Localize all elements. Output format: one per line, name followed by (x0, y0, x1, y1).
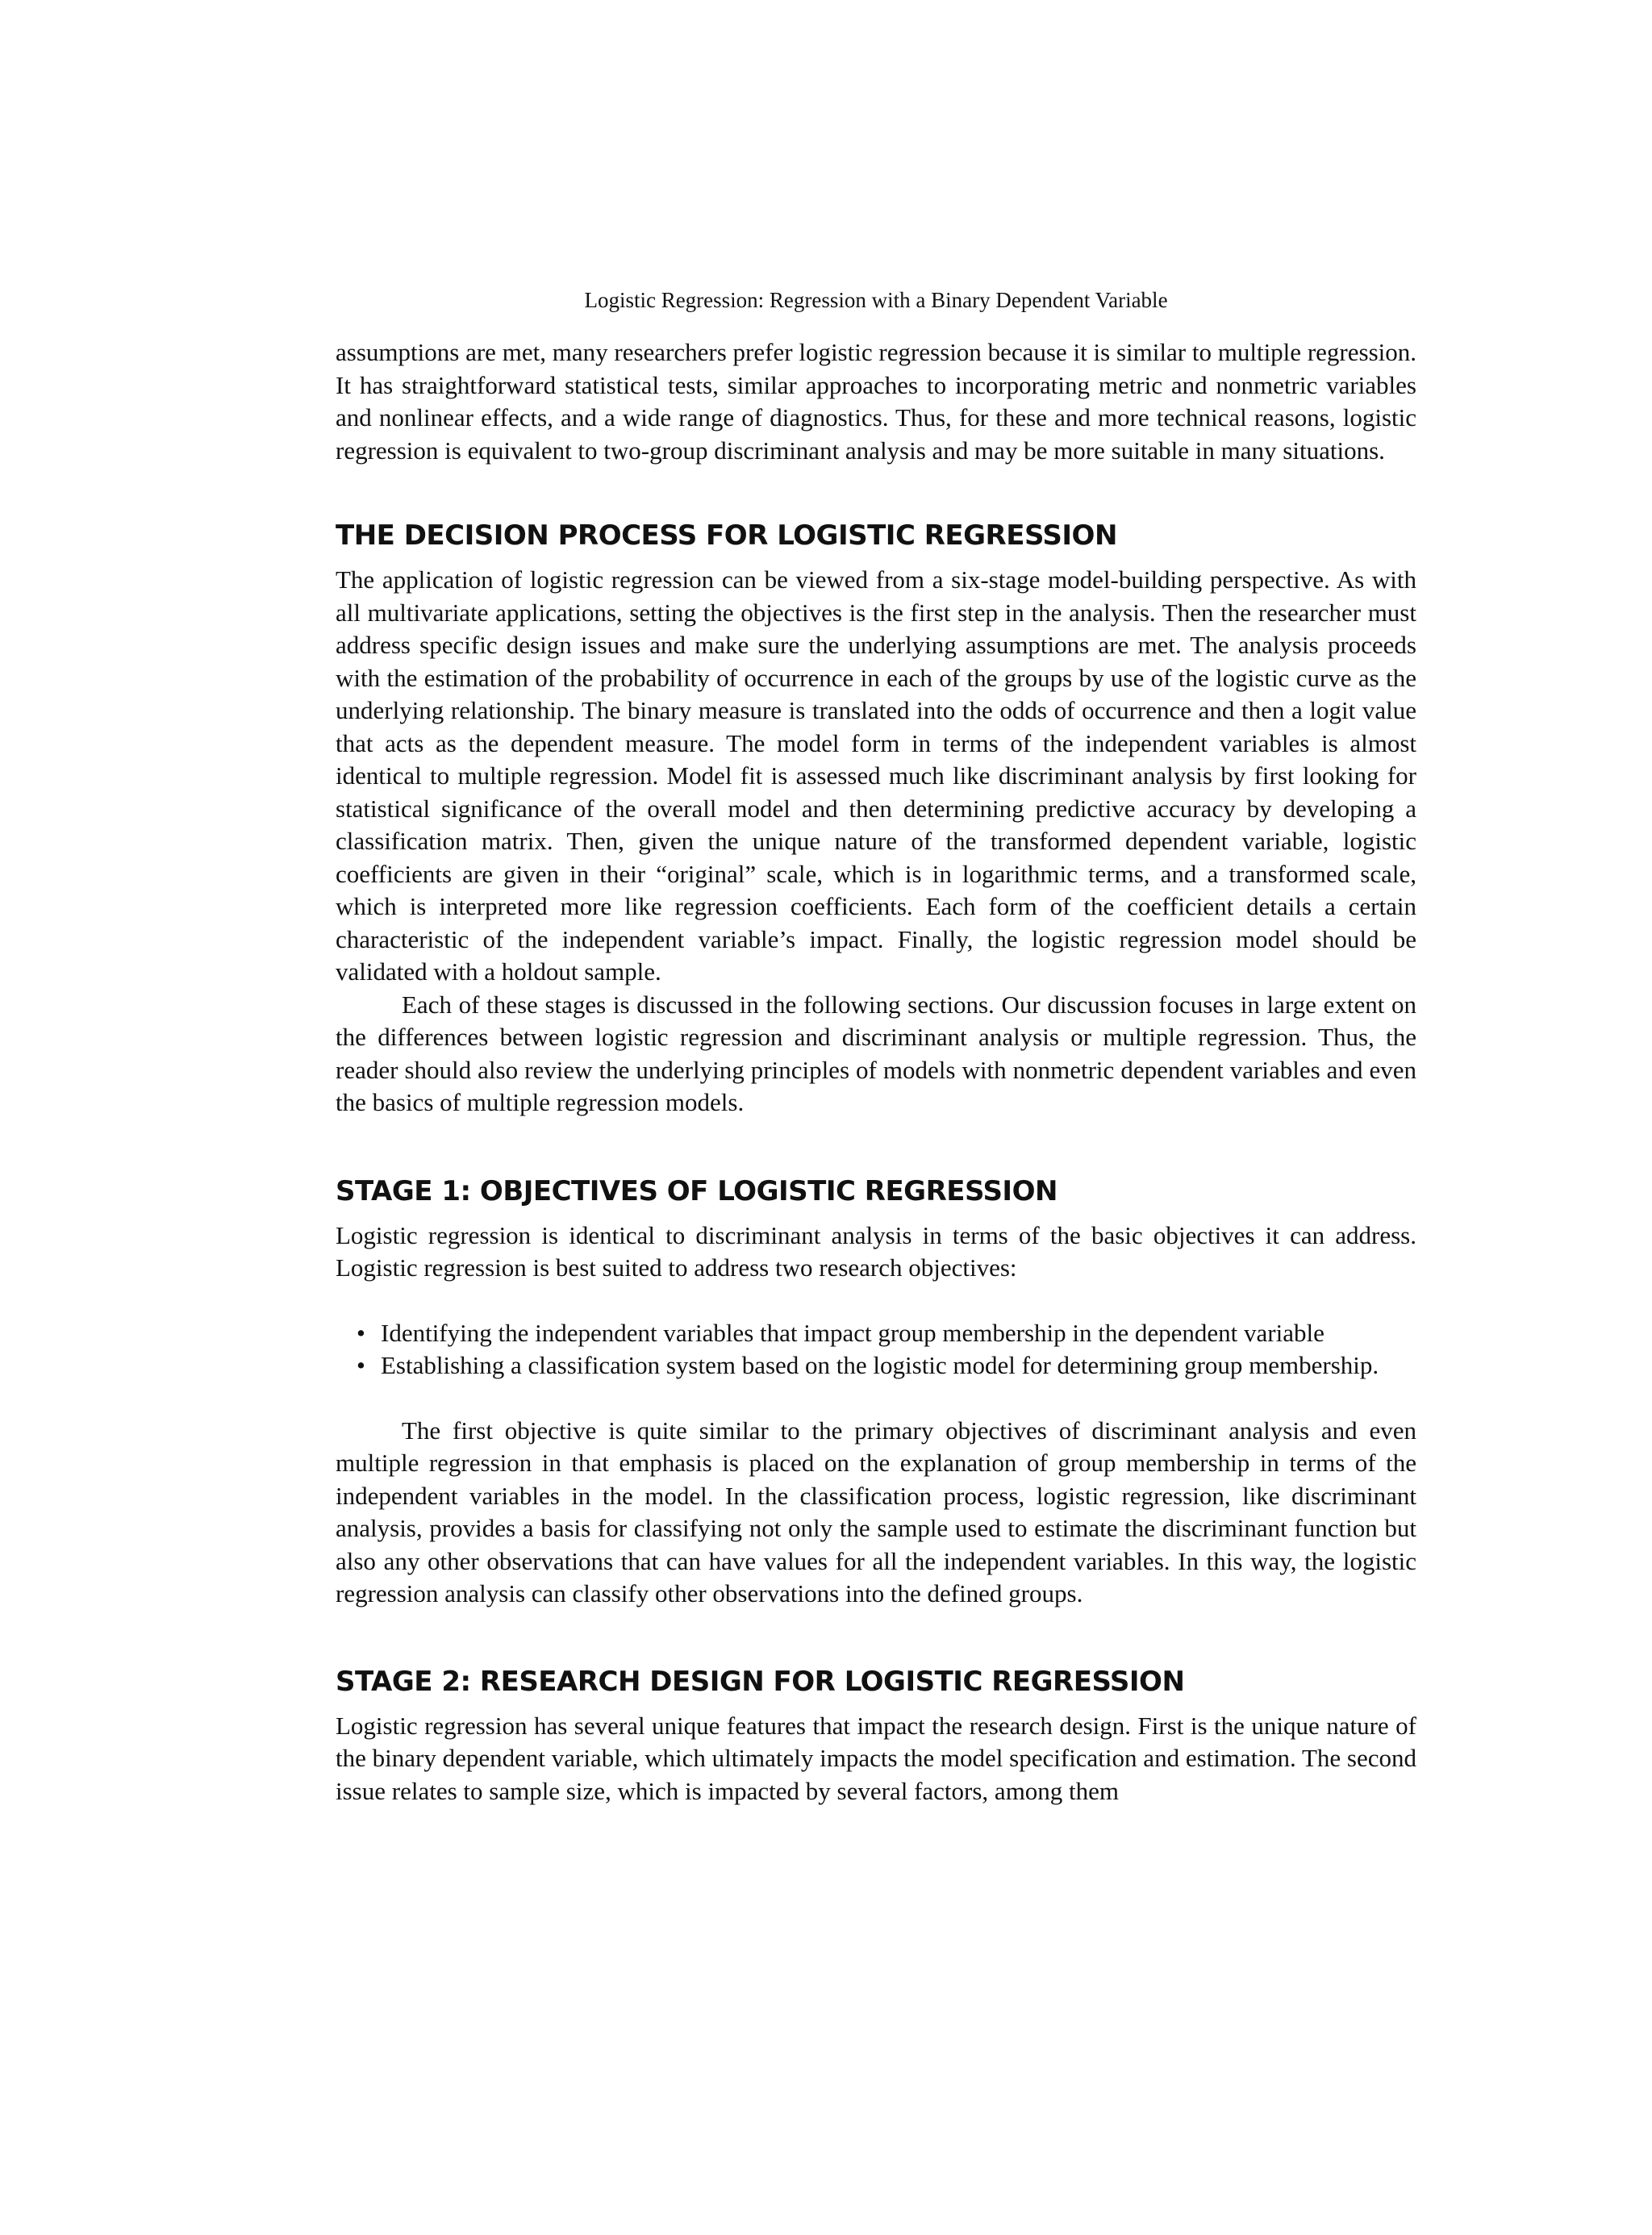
list-item (357, 1317, 1416, 1350)
body-text-column (336, 336, 1416, 1808)
stage-1-intro-paragraph: Logistic regression is identical to discriminant analysis in terms of the basic objectives it can address. Logistic regression is best suited to address two research objectives: (336, 1220, 1416, 1282)
objectives-bullet-list (336, 1317, 1416, 1382)
bullet-icon: • (357, 1351, 365, 1379)
section-heading-stage-2: STAGE 2: RESEARCH DESIGN FOR LOGISTIC REGRESSION (336, 1665, 1185, 1698)
intro-paragraph: assumptions are met, many researchers prefer logistic regression because it is similar to multiple regression. It has straightforward statistical tests, similar approaches to incorporating metric and nonmetric variables and nonlinear effects, and a wide range of diagnostics. Thus, for these and more technical reasons, logistic regression is equivalent to two-group discriminant analysis and may be more suitable in many situations. (336, 338, 1416, 465)
running-head: Logistic Regression: Regression with a Binary Dependent Variable (584, 288, 1168, 312)
decision-process-paragraph-1: The application of logistic regression can be viewed from a six-stage model-building perspective. As with all multivariate applications, setting the objectives is the first step in the analysis. Then the researcher must address specific design issues and make sure the underlying assumptions are met. The analysis proceeds with the estimation of the probability of occurrence in each of the groups by use of the logistic curve as the underlying relationship. The binary measure is translated into the odds of occurrence and then a logit value that acts as the dependent measure. The model form in terms of the independent variables is almost identical to multiple regression. Model fit is assessed much like discriminant analysis by first looking for statistical significance of the overall model and then determining predictive accuracy by developing a classification matrix. Then, given the unique nature of the transformed dependent variable, logistic coefficients are given in their “original” scale, which is in logarithmic terms, and a transformed scale, which is interpreted more like regression coefficients. Each form of the coefficient details a certain characteristic of the independent variable’s impact. Finally, the logistic regression model should be validated with a holdout sample. (336, 565, 1416, 986)
list-item (357, 1349, 1416, 1382)
stage-2-paragraph: Logistic regression has several unique features that impact the research design. First is the unique nature of the binary dependent variable, which ultimately impacts the model specification and estimation. The second issue relates to sample size, which is impacted by several factors, among them (336, 1711, 1416, 1805)
bullet-text: Identifying the independent variables that impact group membership in the dependent variable (381, 1318, 1325, 1347)
section-heading-stage-1: STAGE 1: OBJECTIVES OF LOGISTIC REGRESSION (336, 1174, 1058, 1207)
bullet-icon: • (357, 1318, 365, 1347)
decision-process-paragraph-2: Each of these stages is discussed in the following sections. Our discussion focuses in large extent on the differences between logistic regression and discriminant analysis or multiple regression. Thus, the reader should also review the underlying principles of models with nonmetric dependent variables and even the basics of multiple regression models. (336, 990, 1416, 1116)
stage-1-closing-paragraph: The first objective is quite similar to the primary objectives of discriminant analysis and even multiple regression in that emphasis is placed on the explanation of group membership in terms of the independent variables in the model. In the classification process, logistic regression, like discriminant analysis, provides a basis for classifying not only the sample used to estimate the discriminant function but also any other observations that can have values for all the independent variables. In this way, the logistic regression analysis can classify other observations into the defined groups. (336, 1416, 1416, 1607)
bullet-text: Establishing a classification system based on the logistic model for determining group membership. (381, 1351, 1379, 1379)
section-heading-decision-process: THE DECISION PROCESS FOR LOGISTIC REGRESSION (336, 519, 1117, 552)
